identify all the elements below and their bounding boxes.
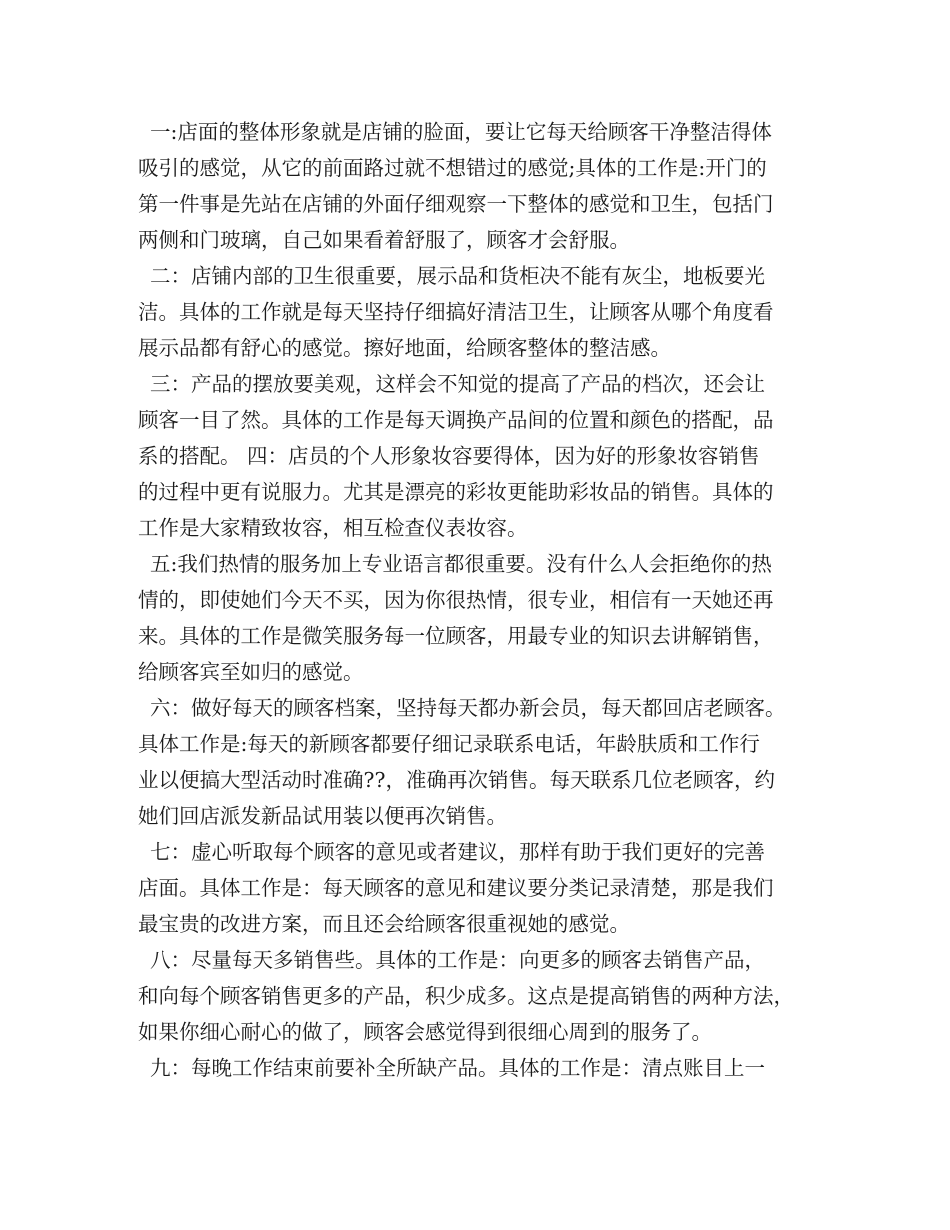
text-line: 五:我们热情的服务加上专业语言都很重要。没有什么人会拒绝你的热 (150, 552, 772, 576)
text-line: 九：每晚工作结束前要补全所缺产品。具体的工作是：清点账目上一 (150, 1056, 765, 1080)
text-line: 一:店面的整体形象就是店铺的脸面，要让它每天给顾客干净整洁得体 (150, 120, 772, 144)
text-line: 洁。具体的工作就是每天坚持仔细搞好清洁卫生，让顾客从哪个角度看 (138, 300, 774, 324)
text-line: 给顾客宾至如归的感觉。 (138, 660, 364, 684)
text-line: 三：产品的摆放要美观，这样会不知觉的提高了产品的档次，还会让 (150, 372, 765, 396)
text-line: 来。具体的工作是微笑服务每一位顾客，用最专业的知识去讲解销售， (138, 624, 774, 648)
text-line: 展示品都有舒心的感觉。擦好地面，给顾客整体的整洁感。 (138, 336, 671, 360)
text-line: 七：虚心听取每个顾客的意见或者建议，那样有助于我们更好的完善 (150, 840, 765, 864)
text-line: 情的，即使她们今天不买，因为你很热情，很专业，相信有一天她还再 (138, 588, 774, 612)
text-line: 如果你细心耐心的做了，顾客会感觉得到很细心周到的服务了。 (138, 1020, 712, 1044)
text-line: 两侧和门玻璃，自己如果看着舒服了，顾客才会舒服。 (138, 228, 630, 252)
document-body (138, 114, 828, 1086)
text-line: 的过程中更有说服力。尤其是漂亮的彩妆更能助彩妆品的销售。具体的 (138, 480, 774, 504)
text-line: 第一件事是先站在店铺的外面仔细观察一下整体的感觉和卫生，包括门 (138, 192, 774, 216)
text-line: 业以便搞大型活动时准确??，准确再次销售。每天联系几位老顾客，约 (138, 768, 775, 792)
text-line: 八：尽量每天多销售些。具体的工作是：向更多的顾客去销售产品， (150, 948, 765, 972)
text-line: 六：做好每天的顾客档案，坚持每天都办新会员，每天都回店老顾客。 (150, 696, 786, 720)
text-line: 最宝贵的改进方案，而且还会给顾客很重视她的感觉。 (138, 912, 630, 936)
text-line: 系的搭配。 四：店员的个人形象妆容要得体，因为好的形象妆容销售 (138, 444, 760, 468)
text-line: 二：店铺内部的卫生很重要，展示品和货柜决不能有灰尘，地板要光 (150, 264, 765, 288)
text-line: 她们回店派发新品试用装以便再次销售。 (138, 804, 507, 828)
text-line: 具体工作是:每天的新顾客都要仔细记录联系电话，年龄肤质和工作行 (138, 732, 760, 756)
text-line: 和向每个顾客销售更多的产品，积少成多。这点是提高销售的两种方法， (138, 984, 794, 1008)
text-line: 吸引的感觉，从它的前面路过就不想错过的感觉;具体的工作是:开门的 (138, 156, 767, 180)
text-line: 店面。具体工作是：每天顾客的意见和建议要分类记录清楚，那是我们 (138, 876, 774, 900)
text-line: 顾客一目了然。具体的工作是每天调换产品间的位置和颜色的搭配，品 (138, 408, 774, 432)
text-line: 工作是大家精致妆容，相互检查仪表妆容。 (138, 516, 528, 540)
